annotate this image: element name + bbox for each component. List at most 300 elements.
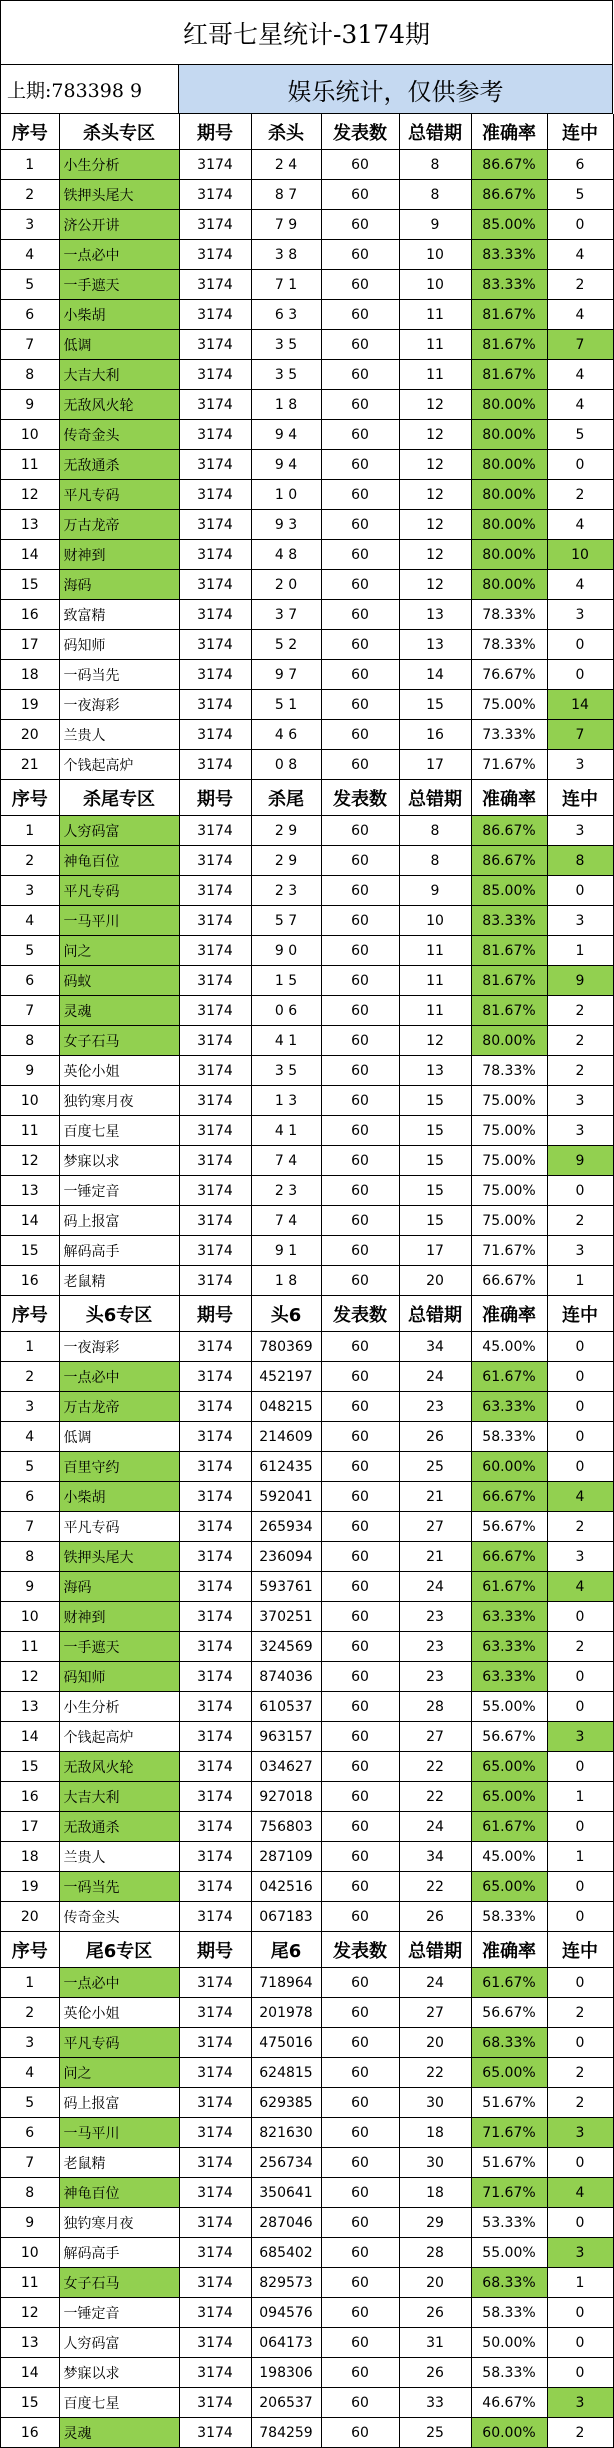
pick-cell: 3 8: [251, 240, 321, 270]
total-cell: 60: [321, 2388, 399, 2418]
pick-cell: 042516: [251, 1872, 321, 1902]
rate-cell: 58.33%: [471, 1902, 547, 1932]
header-no: 序号: [1, 1296, 59, 1332]
row-number: 8: [1, 2178, 59, 2208]
streak-cell: 2: [547, 1056, 613, 1086]
rate-cell: 81.67%: [471, 300, 547, 330]
predictor-name: 大吉大利: [59, 360, 179, 390]
row-number: 11: [1, 1116, 59, 1146]
table-row: [1, 1842, 613, 1872]
last-draw: 上期:783398 9: [1, 65, 179, 113]
table-row: [1, 936, 613, 966]
predictor-name: 百度七星: [59, 1116, 179, 1146]
row-number: 13: [1, 510, 59, 540]
total-cell: 60: [321, 996, 399, 1026]
section-header-row: [1, 780, 613, 816]
header-period: 期号: [179, 114, 251, 150]
predictor-name: 独钓寒月夜: [59, 2208, 179, 2238]
predictor-name: 女子石马: [59, 1026, 179, 1056]
predictor-name: 兰贵人: [59, 720, 179, 750]
row-number: 7: [1, 996, 59, 1026]
streak-cell: 0: [547, 1902, 613, 1932]
predictor-name: 平凡专码: [59, 876, 179, 906]
total-cell: 60: [321, 2058, 399, 2088]
rate-cell: 55.00%: [471, 1692, 547, 1722]
header-errors: 总错期: [399, 1296, 471, 1332]
errors-cell: 8: [399, 180, 471, 210]
row-number: 7: [1, 2148, 59, 2178]
row-number: 2: [1, 180, 59, 210]
errors-cell: 26: [399, 2358, 471, 2388]
period-cell: 3174: [179, 2148, 251, 2178]
period-cell: 3174: [179, 690, 251, 720]
streak-cell: 2: [547, 1026, 613, 1056]
pick-cell: 3 5: [251, 330, 321, 360]
row-number: 2: [1, 1998, 59, 2028]
streak-cell: 2: [547, 1512, 613, 1542]
streak-cell: 0: [547, 1176, 613, 1206]
table-row: [1, 996, 613, 1026]
period-cell: 3174: [179, 1998, 251, 2028]
streak-cell: 0: [547, 1362, 613, 1392]
table-row: [1, 540, 613, 570]
pick-cell: 452197: [251, 1362, 321, 1392]
streak-cell: 4: [547, 510, 613, 540]
predictor-name: 个钱起高炉: [59, 1722, 179, 1752]
period-cell: 3174: [179, 2268, 251, 2298]
total-cell: 60: [321, 450, 399, 480]
predictor-name: 老鼠精: [59, 2148, 179, 2178]
table-row: [1, 1086, 613, 1116]
table-row: [1, 2328, 613, 2358]
table-row: [1, 750, 613, 780]
rate-cell: 78.33%: [471, 1056, 547, 1086]
period-cell: 3174: [179, 1236, 251, 1266]
total-cell: 60: [321, 540, 399, 570]
row-number: 16: [1, 2418, 59, 2448]
streak-cell: 2: [547, 1632, 613, 1662]
rate-cell: 66.67%: [471, 1542, 547, 1572]
pick-cell: 7 9: [251, 210, 321, 240]
rate-cell: 66.67%: [471, 1266, 547, 1296]
rate-cell: 68.33%: [471, 2028, 547, 2058]
table-row: [1, 1056, 613, 1086]
pick-cell: 718964: [251, 1968, 321, 1998]
row-number: 4: [1, 240, 59, 270]
row-number: 2: [1, 846, 59, 876]
total-cell: 60: [321, 1392, 399, 1422]
pick-cell: 4 8: [251, 540, 321, 570]
errors-cell: 23: [399, 1632, 471, 1662]
errors-cell: 10: [399, 906, 471, 936]
errors-cell: 20: [399, 2028, 471, 2058]
pick-cell: 0 6: [251, 996, 321, 1026]
streak-cell: 3: [547, 2388, 613, 2418]
row-number: 13: [1, 1692, 59, 1722]
period-cell: 3174: [179, 1146, 251, 1176]
errors-cell: 26: [399, 1422, 471, 1452]
errors-cell: 12: [399, 390, 471, 420]
errors-cell: 9: [399, 876, 471, 906]
predictor-name: 码蚁: [59, 966, 179, 996]
errors-cell: 11: [399, 936, 471, 966]
total-cell: 60: [321, 480, 399, 510]
pick-cell: 2 4: [251, 150, 321, 180]
predictor-name: 海码: [59, 570, 179, 600]
errors-cell: 12: [399, 450, 471, 480]
table-row: [1, 1422, 613, 1452]
pick-cell: 2 3: [251, 1176, 321, 1206]
row-number: 9: [1, 390, 59, 420]
errors-cell: 30: [399, 2148, 471, 2178]
predictor-name: 英伦小姐: [59, 1056, 179, 1086]
total-cell: 60: [321, 180, 399, 210]
errors-cell: 25: [399, 1452, 471, 1482]
pick-cell: 685402: [251, 2238, 321, 2268]
header-rate: 准确率: [471, 114, 547, 150]
pick-cell: 9 4: [251, 450, 321, 480]
pick-cell: 829573: [251, 2268, 321, 2298]
errors-cell: 17: [399, 1236, 471, 1266]
table-row: [1, 1362, 613, 1392]
header-pick: 头6: [251, 1296, 321, 1332]
streak-cell: 2: [547, 1998, 613, 2028]
pick-cell: 592041: [251, 1482, 321, 1512]
rate-cell: 63.33%: [471, 1392, 547, 1422]
predictor-name: 低调: [59, 1422, 179, 1452]
table-row: [1, 1206, 613, 1236]
row-number: 9: [1, 2208, 59, 2238]
predictor-name: 海码: [59, 1572, 179, 1602]
predictor-name: 一码当先: [59, 1872, 179, 1902]
period-cell: 3174: [179, 1392, 251, 1422]
errors-cell: 27: [399, 1998, 471, 2028]
table-row: [1, 1752, 613, 1782]
row-number: 2: [1, 1362, 59, 1392]
total-cell: 60: [321, 846, 399, 876]
errors-cell: 12: [399, 420, 471, 450]
errors-cell: 15: [399, 1086, 471, 1116]
row-number: 15: [1, 570, 59, 600]
pick-cell: 9 7: [251, 660, 321, 690]
streak-cell: 3: [547, 2238, 613, 2268]
predictor-name: 一夜海彩: [59, 1332, 179, 1362]
rate-cell: 58.33%: [471, 2358, 547, 2388]
pick-cell: 0 8: [251, 750, 321, 780]
total-cell: 60: [321, 2028, 399, 2058]
errors-cell: 11: [399, 966, 471, 996]
predictor-name: 小柴胡: [59, 1482, 179, 1512]
period-cell: 3174: [179, 450, 251, 480]
period-cell: 3174: [179, 816, 251, 846]
predictor-name: 万古龙帝: [59, 510, 179, 540]
row-number: 1: [1, 150, 59, 180]
header-rate: 准确率: [471, 780, 547, 816]
rate-cell: 80.00%: [471, 450, 547, 480]
row-number: 1: [1, 1968, 59, 1998]
period-cell: 3174: [179, 2088, 251, 2118]
total-cell: 60: [321, 300, 399, 330]
section-header-row: [1, 114, 613, 150]
errors-cell: 28: [399, 2238, 471, 2268]
predictor-name: 独钓寒月夜: [59, 1086, 179, 1116]
total-cell: 60: [321, 630, 399, 660]
predictor-name: 万古龙帝: [59, 1392, 179, 1422]
predictor-name: 人穷码富: [59, 2328, 179, 2358]
total-cell: 60: [321, 936, 399, 966]
pick-cell: 3 5: [251, 360, 321, 390]
period-cell: 3174: [179, 1452, 251, 1482]
streak-cell: 2: [547, 2058, 613, 2088]
table-row: [1, 876, 613, 906]
rate-cell: 75.00%: [471, 1206, 547, 1236]
period-cell: 3174: [179, 360, 251, 390]
row-number: 15: [1, 1752, 59, 1782]
rate-cell: 61.67%: [471, 1968, 547, 1998]
header-period: 期号: [179, 1932, 251, 1968]
total-cell: 60: [321, 966, 399, 996]
table-row: [1, 1782, 613, 1812]
errors-cell: 9: [399, 210, 471, 240]
period-cell: 3174: [179, 1752, 251, 1782]
rate-cell: 65.00%: [471, 2058, 547, 2088]
period-cell: 3174: [179, 876, 251, 906]
rate-cell: 81.67%: [471, 996, 547, 1026]
table-row: [1, 1332, 613, 1362]
table-row: [1, 1722, 613, 1752]
errors-cell: 20: [399, 1266, 471, 1296]
predictor-name: 一马平川: [59, 2118, 179, 2148]
rate-cell: 60.00%: [471, 1452, 547, 1482]
period-cell: 3174: [179, 270, 251, 300]
streak-cell: 0: [547, 1392, 613, 1422]
streak-cell: 5: [547, 180, 613, 210]
pick-cell: 094576: [251, 2298, 321, 2328]
pick-cell: 064173: [251, 2328, 321, 2358]
pick-cell: 4 1: [251, 1026, 321, 1056]
period-cell: 3174: [179, 720, 251, 750]
total-cell: 60: [321, 1146, 399, 1176]
header-total: 发表数: [321, 114, 399, 150]
header-streak: 连中: [547, 1932, 613, 1968]
row-number: 18: [1, 660, 59, 690]
rate-cell: 60.00%: [471, 2418, 547, 2448]
period-cell: 3174: [179, 1842, 251, 1872]
row-number: 8: [1, 1542, 59, 1572]
errors-cell: 25: [399, 2418, 471, 2448]
table-row: [1, 966, 613, 996]
pick-cell: 034627: [251, 1752, 321, 1782]
table-row: [1, 1872, 613, 1902]
period-cell: 3174: [179, 1872, 251, 1902]
predictor-name: 个钱起高炉: [59, 750, 179, 780]
row-number: 3: [1, 2028, 59, 2058]
period-cell: 3174: [179, 1692, 251, 1722]
period-cell: 3174: [179, 906, 251, 936]
table-row: [1, 630, 613, 660]
row-number: 18: [1, 1842, 59, 1872]
period-cell: 3174: [179, 510, 251, 540]
rate-cell: 83.33%: [471, 240, 547, 270]
errors-cell: 15: [399, 1206, 471, 1236]
rate-cell: 86.67%: [471, 846, 547, 876]
rate-cell: 78.33%: [471, 630, 547, 660]
predictor-name: 大吉大利: [59, 1782, 179, 1812]
total-cell: 60: [321, 1116, 399, 1146]
row-number: 4: [1, 1422, 59, 1452]
errors-cell: 23: [399, 1662, 471, 1692]
table-row: [1, 1998, 613, 2028]
errors-cell: 8: [399, 846, 471, 876]
pick-cell: 610537: [251, 1692, 321, 1722]
total-cell: 60: [321, 1482, 399, 1512]
pick-cell: 5 2: [251, 630, 321, 660]
streak-cell: 0: [547, 876, 613, 906]
period-cell: 3174: [179, 1362, 251, 1392]
table-row: [1, 906, 613, 936]
errors-cell: 8: [399, 816, 471, 846]
streak-cell: 0: [547, 1602, 613, 1632]
period-cell: 3174: [179, 630, 251, 660]
predictor-name: 神龟百位: [59, 846, 179, 876]
period-cell: 3174: [179, 150, 251, 180]
streak-cell: 2: [547, 480, 613, 510]
table-row: [1, 2238, 613, 2268]
period-cell: 3174: [179, 1332, 251, 1362]
streak-cell: 5: [547, 420, 613, 450]
row-number: 16: [1, 1266, 59, 1296]
streak-cell: 1: [547, 1782, 613, 1812]
total-cell: 60: [321, 1752, 399, 1782]
stats-table: [1, 114, 614, 2448]
period-cell: 3174: [179, 1602, 251, 1632]
errors-cell: 26: [399, 2298, 471, 2328]
total-cell: 60: [321, 2088, 399, 2118]
errors-cell: 21: [399, 1482, 471, 1512]
row-number: 7: [1, 1512, 59, 1542]
streak-cell: 3: [547, 1722, 613, 1752]
row-number: 21: [1, 750, 59, 780]
period-cell: 3174: [179, 2328, 251, 2358]
row-number: 14: [1, 1722, 59, 1752]
streak-cell: 3: [547, 1236, 613, 1266]
rate-cell: 71.67%: [471, 1236, 547, 1266]
row-number: 14: [1, 1206, 59, 1236]
period-cell: 3174: [179, 660, 251, 690]
table-row: [1, 2388, 613, 2418]
rate-cell: 86.67%: [471, 150, 547, 180]
row-number: 1: [1, 816, 59, 846]
pick-cell: 350641: [251, 2178, 321, 2208]
errors-cell: 29: [399, 2208, 471, 2238]
total-cell: 60: [321, 1662, 399, 1692]
errors-cell: 12: [399, 480, 471, 510]
total-cell: 60: [321, 1206, 399, 1236]
predictor-name: 一手遮天: [59, 1632, 179, 1662]
streak-cell: 7: [547, 330, 613, 360]
sheet-title: 红哥七星统计-3174期: [1, 1, 613, 65]
pick-cell: 067183: [251, 1902, 321, 1932]
rate-cell: 58.33%: [471, 1422, 547, 1452]
predictor-name: 传奇金头: [59, 1902, 179, 1932]
streak-cell: 3: [547, 750, 613, 780]
row-number: 14: [1, 540, 59, 570]
predictor-name: 一锤定音: [59, 1176, 179, 1206]
row-number: 12: [1, 1662, 59, 1692]
row-number: 11: [1, 450, 59, 480]
row-number: 15: [1, 1236, 59, 1266]
predictor-name: 码知师: [59, 1662, 179, 1692]
section-header-row: [1, 1296, 613, 1332]
errors-cell: 34: [399, 1842, 471, 1872]
period-cell: 3174: [179, 2028, 251, 2058]
period-cell: 3174: [179, 1542, 251, 1572]
total-cell: 60: [321, 1422, 399, 1452]
row-number: 9: [1, 1056, 59, 1086]
total-cell: 60: [321, 1086, 399, 1116]
table-row: [1, 1236, 613, 1266]
errors-cell: 13: [399, 600, 471, 630]
total-cell: 60: [321, 1632, 399, 1662]
predictor-name: 致富精: [59, 600, 179, 630]
table-row: [1, 1452, 613, 1482]
errors-cell: 12: [399, 510, 471, 540]
errors-cell: 13: [399, 630, 471, 660]
header-total: 发表数: [321, 780, 399, 816]
errors-cell: 15: [399, 690, 471, 720]
pick-cell: 3 7: [251, 600, 321, 630]
period-cell: 3174: [179, 330, 251, 360]
pick-cell: 4 6: [251, 720, 321, 750]
streak-cell: 0: [547, 2148, 613, 2178]
streak-cell: 0: [547, 2208, 613, 2238]
period-cell: 3174: [179, 2208, 251, 2238]
errors-cell: 12: [399, 570, 471, 600]
pick-cell: 874036: [251, 1662, 321, 1692]
disclaimer-note: 娱乐统计，仅供参考: [179, 65, 613, 113]
period-cell: 3174: [179, 2418, 251, 2448]
total-cell: 60: [321, 2328, 399, 2358]
errors-cell: 24: [399, 1812, 471, 1842]
total-cell: 60: [321, 2418, 399, 2448]
header-total: 发表数: [321, 1296, 399, 1332]
total-cell: 60: [321, 1998, 399, 2028]
rate-cell: 71.67%: [471, 2118, 547, 2148]
table-row: [1, 2358, 613, 2388]
predictor-name: 平凡专码: [59, 480, 179, 510]
header-total: 发表数: [321, 1932, 399, 1968]
header-rate: 准确率: [471, 1296, 547, 1332]
streak-cell: 1: [547, 1842, 613, 1872]
streak-cell: 2: [547, 996, 613, 1026]
predictor-name: 梦寐以求: [59, 2358, 179, 2388]
streak-cell: 0: [547, 450, 613, 480]
header-streak: 连中: [547, 780, 613, 816]
table-row: [1, 1572, 613, 1602]
errors-cell: 22: [399, 1782, 471, 1812]
total-cell: 60: [321, 1902, 399, 1932]
streak-cell: 3: [547, 2118, 613, 2148]
rate-cell: 58.33%: [471, 2298, 547, 2328]
rate-cell: 86.67%: [471, 816, 547, 846]
total-cell: 60: [321, 1572, 399, 1602]
total-cell: 60: [321, 1842, 399, 1872]
header-streak: 连中: [547, 1296, 613, 1332]
total-cell: 60: [321, 240, 399, 270]
streak-cell: 4: [547, 360, 613, 390]
streak-cell: 0: [547, 2328, 613, 2358]
errors-cell: 22: [399, 1752, 471, 1782]
